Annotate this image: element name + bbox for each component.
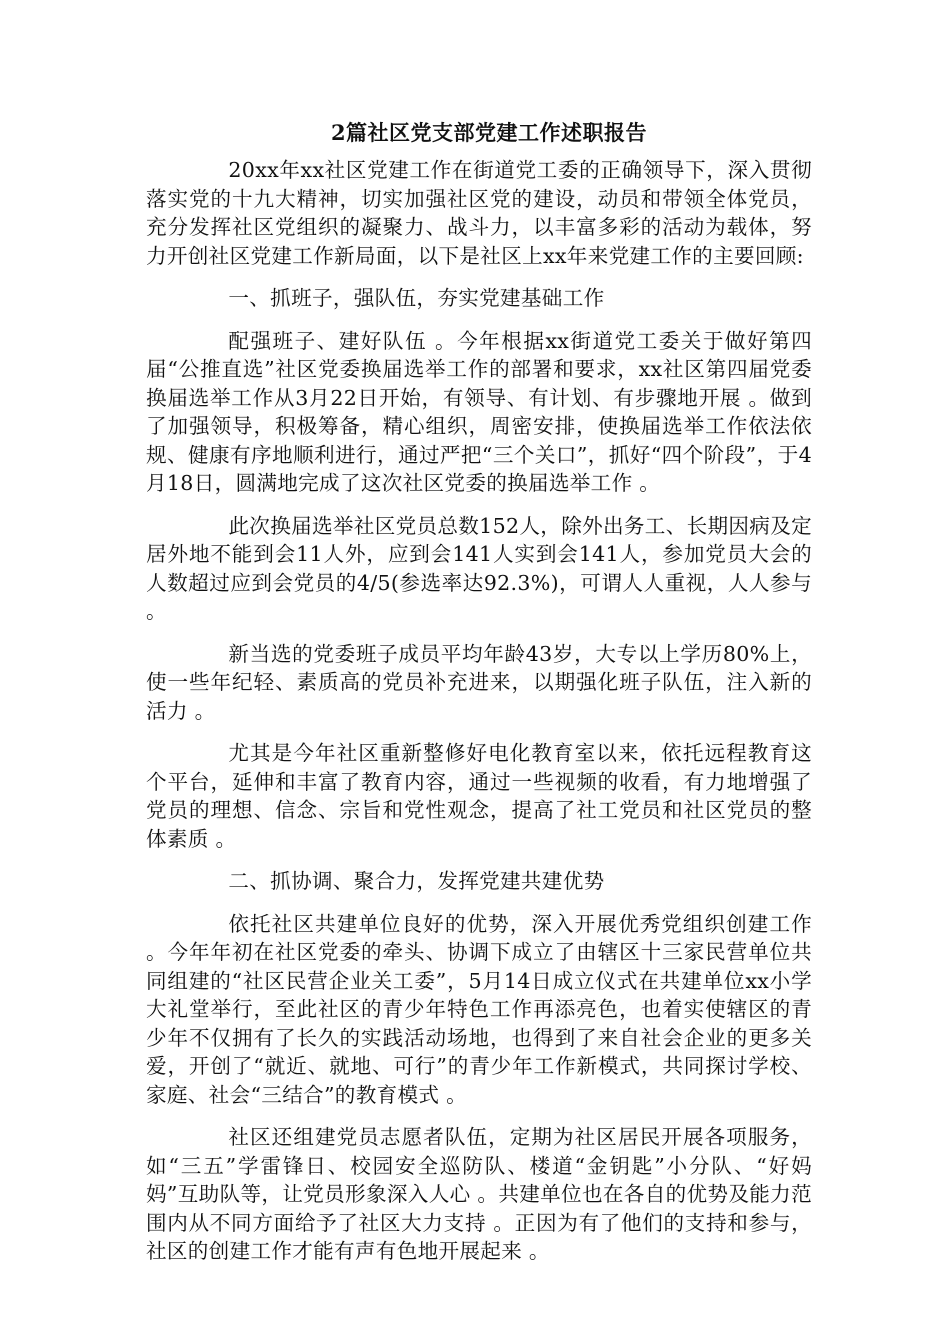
document-title: 2篇社区党支部党建工作述职报告 [330,120,648,145]
paragraph-joint-building: 依托社区共建单位良好的优势，深入开展优秀党组织创建工作 。今年年初在社区党委的牵头、协调下成立了由辖区十三家民营单位共同组建的“社区民营企业关工委”，5月14日成立仪式在共建单位xx小学大礼堂举行，至此社区的青少年特色工作再添亮色，也着实使辖区的青少年不仅拥有了长久的实践活动场地，也得到了来自社会企业的更多关爱，开创了“就近、就地、可行”的青少年工作新模式，共同探讨学校、家庭、社会“三结合”的教育模式 。 [146,911,812,1107]
document-page [146,118,812,1280]
paragraph-education: 尤其是今年社区重新整修好电化教育室以来，依托远程教育这个平台，延伸和丰富了教育内容，通过一些视频的收看，有力地增强了党员的理想、信念、宗旨和党性观念，提高了社工党员和社区党员的整体素质 。 [146,741,812,851]
paragraph-election-stats: 此次换届选举社区党员总数152人，除外出务工、长期因病及定居外地不能到会11人外，应到会141人实到会141人，参加党员大会的人数超过应到会党员的4/5(参选率达92.3%)，可谓人人重视，人人参与 。 [146,513,812,623]
section-heading-2: 二、抓协调、聚合力，发挥党建共建优势 [228,869,605,893]
paragraph-new-committee: 新当选的党委班子成员平均年龄43岁，大专以上学历80%上，使一些年纪轻、素质高的党员补充进来，以期强化班子队伍，注入新的活力 。 [146,641,812,723]
paragraph-intro: 20xx年xx社区党建工作在街道党工委的正确领导下，深入贯彻落实党的十九大精神，切实加强社区党的建设，动员和带领全体党员，充分发挥社区党组织的凝聚力、战斗力，以丰富多彩的活动为载体，努力开创社区党建工作新局面，以下是社区上xx年来党建工作的主要回顾: [146,158,812,268]
paragraph-election: 配强班子、建好队伍 。今年根据xx街道党工委关于做好第四届“公推直选”社区党委换届选举工作的部署和要求，xx社区第四届党委换届选举工作从3月22日开始，有领导、有计划、有步骤地开展 。做到了加强领导，积极筹备，精心组织，周密安排，使换届选举工作依法依规、健康有序地顺利进行，通过严把“三个关口”，抓好“四个阶段”，于4月18日，圆满地完成了这次社区党委的换届选举工作 。 [146,328,812,495]
paragraph-volunteers: 社区还组建党员志愿者队伍，定期为社区居民开展各项服务，如“三五”学雷锋日、校园安全巡防队、楼道“金钥匙”小分队、“好妈妈”互助队等，让党员形象深入人心 。共建单位也在各自的优势及能力范围内从不同方面给予了社区大力支持 。正因为有了他们的支持和参与，社区的创建工作才能有声有色地开展起来 。 [146,1125,812,1263]
section-heading-1: 一、抓班子，强队伍，夯实党建基础工作 [228,286,605,310]
